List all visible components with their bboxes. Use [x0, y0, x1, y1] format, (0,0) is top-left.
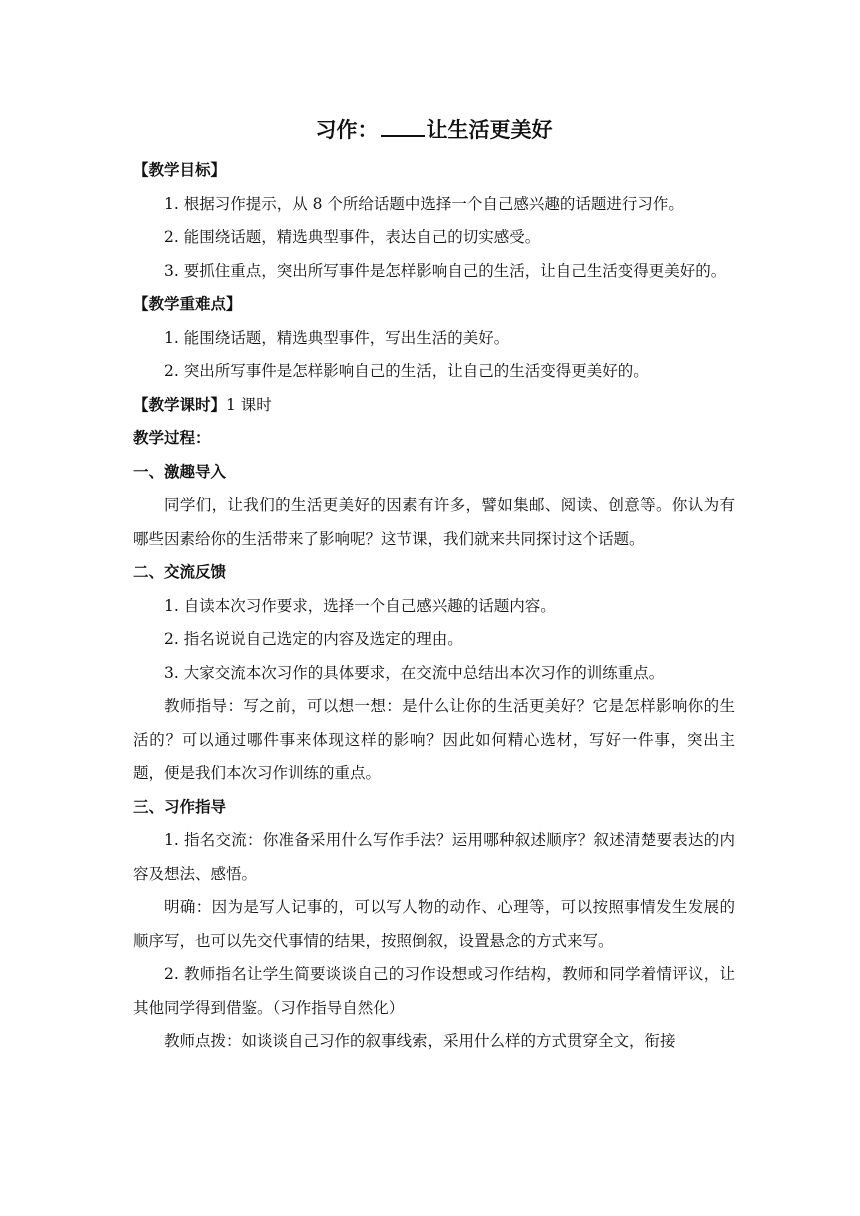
goal-item: 1. 根据习作提示，从 8 个所给话题中选择一个自己感兴趣的话题进行习作。: [164, 194, 684, 213]
goal-item: 3. 要抓住重点，突出所写事件是怎样影响自己的生活，让自己生活变得更美好的。: [164, 261, 727, 280]
paragraph: 2. 教师指名让学生简要谈谈自己的习作设想或习作结构，教师和同学着情评议，让其他同学得到借鉴。（习作指导自然化）: [133, 965, 735, 1017]
title-prefix: 习作：: [315, 118, 379, 142]
title-blank-line: [381, 117, 425, 137]
list-item: 3. 大家交流本次习作的具体要求，在交流中总结出本次习作的训练重点。: [164, 663, 665, 682]
class-hours-value: 1 课时: [226, 395, 272, 414]
key-point-item: 2. 突出所写事件是怎样影响自己的生活，让自己的生活变得更美好的。: [164, 362, 649, 380]
paragraph: 明确：因为是写人记事的，可以写人物的动作、心理等，可以按照事情发生发展的顺序写，也可以先交代事情的结果，按照倒叙，设置悬念的方式来写。: [133, 898, 735, 950]
key-point-item: 1. 能围绕话题，精选典型事件，写出生活的美好。: [164, 328, 510, 347]
title-main: 让生活更美好: [426, 118, 553, 142]
class-hours: [133, 389, 735, 423]
list-item: 1. 自读本次习作要求，选择一个自己感兴趣的话题内容。: [164, 596, 556, 615]
document-body: [133, 112, 735, 1059]
list-item: 2. 指名说说自己选定的内容及选定的理由。: [164, 630, 463, 648]
goals-heading: 【教学目标】: [133, 161, 227, 179]
page-title: [133, 112, 735, 148]
section-heading: 二、交流反馈: [133, 563, 227, 581]
goal-item: 2. 能围绕话题，精选典型事件，表达自己的切实感受。: [164, 228, 541, 246]
paragraph: 1. 指名交流：你准备采用什么写作手法？运用哪种叙述顺序？叙述清楚要表达的内容及想法、感悟。: [133, 831, 735, 883]
paragraph: 教师指导：写之前，可以想一想：是什么让你的生活更美好？它是怎样影响你的生活的？可以通过哪件事来体现这样的影响？因此如何精心选材，写好一件事，突出主题，便是我们本次习作训练的重点。: [133, 697, 735, 782]
section-heading: 三、习作指导: [133, 797, 227, 816]
paragraph: 同学们，让我们的生活更美好的因素有许多，譬如集邮、阅读、创意等。你认为有哪些因素给你的生活带来了影响呢？这节课，我们就来共同探讨这个话题。: [133, 496, 735, 548]
class-hours-heading: 【教学课时】: [133, 395, 227, 414]
process-heading: 教学过程：: [133, 429, 211, 447]
key-points-heading: 【教学重难点】: [133, 295, 242, 313]
section-heading: 一、激趣导入: [133, 462, 227, 481]
paragraph: 教师点拨：如谈谈自己习作的叙事线索，采用什么样的方式贯穿全文，衔接: [164, 1032, 676, 1050]
